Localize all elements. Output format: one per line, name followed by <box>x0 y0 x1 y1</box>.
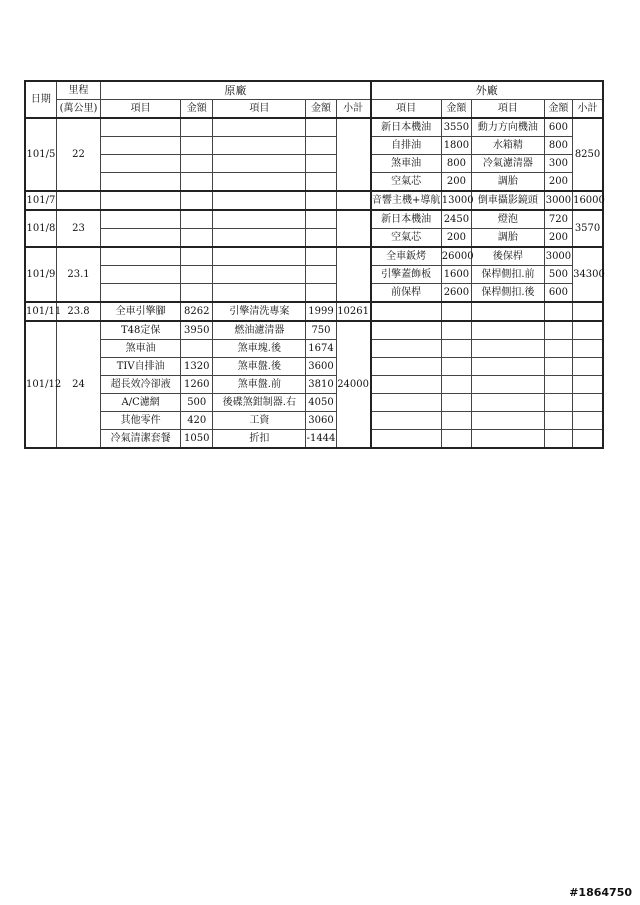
ext-item: 自排油 <box>371 137 442 155</box>
oem-item: 後碟煞鉗制器.右 <box>213 394 306 412</box>
ext-subtotal: 16000 <box>573 191 603 210</box>
table-row <box>25 394 603 412</box>
oem-amount: 3810 <box>306 376 336 394</box>
ext-amount: 2600 <box>441 284 471 303</box>
row-date: 101/11 <box>25 302 56 321</box>
ext-subtotal: 3570 <box>573 210 603 247</box>
oem-amount: 3060 <box>306 412 336 430</box>
ext-item: 空氣芯 <box>371 229 442 248</box>
ext-item: 調胎 <box>472 173 545 192</box>
ext-item: 前保桿 <box>371 284 442 303</box>
header-ext-amount-2: 金額 <box>544 100 572 119</box>
ext-amount: 26000 <box>441 247 471 266</box>
watermark-id: #1864750 <box>569 886 632 899</box>
header-mileage-unit: (萬公里) <box>56 100 100 119</box>
ext-item: 倒車攝影鏡頭 <box>472 191 545 210</box>
oem-item: 煞車油 <box>101 340 181 358</box>
oem-item: 燃油濾清器 <box>213 321 306 340</box>
oem-item: 其他零件 <box>101 412 181 430</box>
oem-amount: 3600 <box>306 358 336 376</box>
table-row <box>25 210 603 229</box>
row-mileage: 23 <box>56 210 100 247</box>
oem-item: 超長效冷卻液 <box>101 376 181 394</box>
row-date: 101/7 <box>25 191 56 210</box>
ext-amount: 600 <box>544 284 572 303</box>
table-row <box>25 118 603 137</box>
oem-item: 煞車塊.後 <box>213 340 306 358</box>
oem-item: 工資 <box>213 412 306 430</box>
oem-subtotal: 24000 <box>336 321 370 448</box>
oem-amount: 420 <box>181 412 213 430</box>
oem-amount: 1260 <box>181 376 213 394</box>
table-row <box>25 284 603 303</box>
oem-item: 煞車盤.前 <box>213 376 306 394</box>
ext-amount: 1600 <box>441 266 471 284</box>
ext-amount: 200 <box>544 229 572 248</box>
header-ext-amount-1: 金額 <box>441 100 471 119</box>
ext-item: 新日本機油 <box>371 210 442 229</box>
ext-amount: 200 <box>441 173 471 192</box>
oem-item: A/C濾網 <box>101 394 181 412</box>
oem-amount: 3950 <box>181 321 213 340</box>
table-row <box>25 247 603 266</box>
ext-item: 調胎 <box>472 229 545 248</box>
table-row <box>25 340 603 358</box>
ext-item: 燈泡 <box>472 210 545 229</box>
oem-subtotal: 10261 <box>336 302 370 321</box>
table-row <box>25 376 603 394</box>
ext-subtotal: 34300 <box>573 247 603 302</box>
header-mileage: 里程 <box>56 81 100 100</box>
oem-amount: 1999 <box>306 302 336 321</box>
header-ext-item-2: 項目 <box>472 100 545 119</box>
table-row <box>25 302 603 321</box>
table-row <box>25 173 603 192</box>
ext-item: 新日本機油 <box>371 118 442 137</box>
ext-item: 保桿側扣.後 <box>472 284 545 303</box>
oem-amount: 8262 <box>181 302 213 321</box>
oem-amount: 1674 <box>306 340 336 358</box>
ext-item: 冷氣濾清器 <box>472 155 545 173</box>
header-ext-subtotal: 小計 <box>573 100 603 119</box>
ext-amount: 200 <box>441 229 471 248</box>
row-mileage: 23.1 <box>56 247 100 302</box>
ext-amount: 800 <box>441 155 471 173</box>
ext-amount: 600 <box>544 118 572 137</box>
row-date: 101/8 <box>25 210 56 247</box>
ext-amount: 500 <box>544 266 572 284</box>
row-date: 101/12 <box>25 321 56 448</box>
table-row <box>25 229 603 248</box>
header-oem-subtotal: 小計 <box>336 100 370 119</box>
table-row <box>25 358 603 376</box>
ext-item: 音響主機+導航 <box>371 191 442 210</box>
ext-amount: 800 <box>544 137 572 155</box>
ext-item: 動力方向機油 <box>472 118 545 137</box>
ext-amount: 3000 <box>544 191 572 210</box>
ext-amount: 2450 <box>441 210 471 229</box>
header-oem-item-2: 項目 <box>213 100 306 119</box>
table-row <box>25 137 603 155</box>
row-date: 101/5 <box>25 118 56 191</box>
ext-item: 後保桿 <box>472 247 545 266</box>
oem-amount: 1320 <box>181 358 213 376</box>
oem-item: 全車引擎腳 <box>101 302 181 321</box>
row-mileage: 23.8 <box>56 302 100 321</box>
table-row <box>25 321 603 340</box>
ext-item: 全車鈑烤 <box>371 247 442 266</box>
ext-amount: 1800 <box>441 137 471 155</box>
header-external: 外廠 <box>371 81 603 100</box>
ext-item: 保桿側扣.前 <box>472 266 545 284</box>
oem-amount: 750 <box>306 321 336 340</box>
oem-item: T48定保 <box>101 321 181 340</box>
ext-subtotal: 8250 <box>573 118 603 191</box>
ext-amount: 720 <box>544 210 572 229</box>
oem-item: TIV自排油 <box>101 358 181 376</box>
oem-amount: -1444 <box>306 430 336 449</box>
oem-amount: 4050 <box>306 394 336 412</box>
table-row <box>25 412 603 430</box>
ext-amount: 3000 <box>544 247 572 266</box>
row-date: 101/9 <box>25 247 56 302</box>
ext-amount: 3550 <box>441 118 471 137</box>
header-oem-amount-1: 金額 <box>181 100 213 119</box>
oem-item: 煞車盤.後 <box>213 358 306 376</box>
maintenance-table <box>24 80 604 449</box>
table-row <box>25 191 603 210</box>
ext-amount: 200 <box>544 173 572 192</box>
ext-item: 引擎蓋飾板 <box>371 266 442 284</box>
table-row <box>25 155 603 173</box>
oem-amount: 1050 <box>181 430 213 449</box>
oem-amount: 500 <box>181 394 213 412</box>
row-mileage: 24 <box>56 321 100 448</box>
ext-item: 水箱精 <box>472 137 545 155</box>
ext-item: 煞車油 <box>371 155 442 173</box>
ext-amount: 300 <box>544 155 572 173</box>
oem-amount <box>181 340 213 358</box>
oem-item: 折扣 <box>213 430 306 449</box>
row-mileage: 22 <box>56 118 100 191</box>
header-ext-item-1: 項目 <box>371 100 442 119</box>
table-row <box>25 430 603 449</box>
oem-item: 引擎清洗專案 <box>213 302 306 321</box>
table-row <box>25 266 603 284</box>
ext-item: 空氣芯 <box>371 173 442 192</box>
maintenance-ledger <box>24 80 604 449</box>
header-oem: 原廠 <box>101 81 371 100</box>
oem-item: 冷氣清潔套餐 <box>101 430 181 449</box>
header-oem-item-1: 項目 <box>101 100 181 119</box>
header-date: 日期 <box>25 81 56 118</box>
ext-amount: 13000 <box>441 191 471 210</box>
header-oem-amount-2: 金額 <box>306 100 336 119</box>
